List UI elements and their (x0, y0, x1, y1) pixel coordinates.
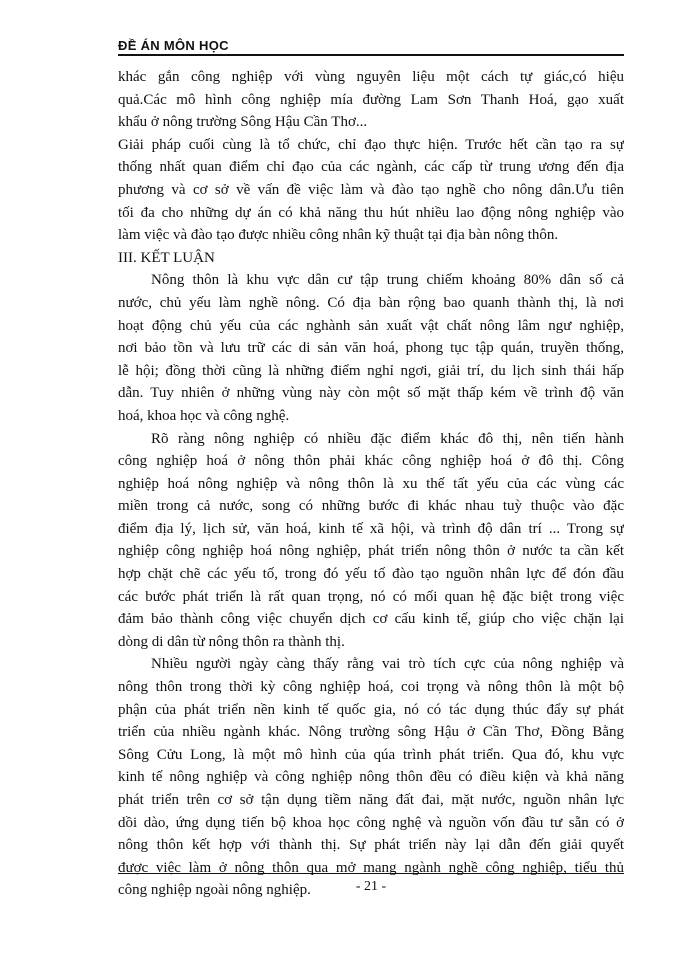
body-line: kinh tế nông nghiệp và công nghiệp nông thôn đều có điều kiện và khả năng (118, 769, 624, 786)
body-line: phương và cơ sở về vấn đề việc làm và đào tạo nghề cho nông dân.Ưu tiên (118, 181, 624, 198)
section-heading: III. KẾT LUẬN (118, 249, 215, 266)
footer-divider (118, 873, 624, 874)
body-line: hợp chặt chẽ các yếu tố, trong đó yếu tố đào tạo nguồn nhân lực để đón đầu (118, 566, 624, 583)
body-line: miền trong cả nước, song có những bước đi khác nhau tuỳ thuộc vào đặc (118, 498, 624, 515)
body-line: lễ hội; đồng thời cũng là những điểm nghỉ ngơi, giải trí, du lịch sinh thái hấp (118, 362, 624, 379)
body-line: nghiệp công nghiệp hoá nông nghiệp, phát triển nông thôn ở nước ta cần kết (118, 543, 624, 560)
header-divider (118, 54, 624, 56)
document-body (118, 66, 624, 902)
body-line: nghiệp hoá nông nghiệp và nông thôn là xu thế tất yếu của các vùng các (118, 475, 624, 492)
page-number: - 21 - (355, 879, 387, 894)
body-line: công nghiệp hoá ở nông thôn phải khác công nghiệp hoá ở đô thị. Công (118, 453, 624, 470)
body-line: đảm bảo thành công việc chuyển dịch cơ cấu kinh tế, giúp cho việc chặn lại (118, 611, 624, 628)
body-line: nước, chủ yếu làm nghề nông. Có địa bàn rộng bao quanh thành thị, là nơi (118, 294, 624, 311)
body-line: khác gắn công nghiệp với vùng nguyên liệu một cách tự giác,có hiệu (118, 69, 624, 85)
page-header-title: ĐỀ ÁN MÔN HỌC (118, 38, 229, 53)
body-line: điểm địa lý, lịch sử, văn hoá, kinh tế xã hội, và trình độ dân trí ... Trong sự (118, 520, 624, 537)
body-line: triển của nhiều ngành khác. Nông trường sông Hậu ở Cần Thơ, Đồng Bằng (118, 724, 624, 741)
body-line: dẫn. Tuy nhiên ở những vùng này còn một số mặt thấp kém về trình độ văn (118, 385, 624, 402)
body-line: hoạt động chủ yếu của các nghành sản xuất vật chất nông lâm ngư nghiệp, (118, 317, 624, 334)
body-line: Nông thôn là khu vực dân cư tập trung chiếm khoảng 80% dân số cả (151, 272, 624, 289)
body-line: phận của phát triển nền kinh tế quốc gia, nó có tác dụng thúc đẩy sự phát (118, 701, 624, 718)
body-line: các bước phát triển là rất quan trọng, nó có mối quan hệ đặc biệt trong việc (118, 588, 624, 605)
body-line: Sông Cửu Long, là một mô hình của qúa trình phát triển. Qua đó, khu vực (118, 746, 624, 763)
body-line: quả.Các mô hình công nghiệp mía đường Lam Sơn Thanh Hoá, gạo xuất (118, 91, 624, 108)
body-line: Rõ ràng nông nghiệp có nhiều đặc điểm khác đô thị, nên tiến hành (151, 430, 624, 447)
body-line: nông thôn trong thời kỳ công nghiệp hoá, coi trọng và nông thôn là một bộ (118, 679, 624, 696)
body-line: thống nhất quan điểm chỉ đạo của các ngành, các cấp từ trung ương đến địa (118, 159, 624, 176)
body-line: công nghiệp ngoài nông nghiệp. (118, 882, 311, 899)
body-line: nông thôn kết hợp với thành thị. Sự phát triển này lại dẫn đến giải quyết (118, 837, 624, 854)
body-line: hoá, khoa học và công nghệ. (118, 407, 290, 424)
body-line: phát triển trên cơ sở tận dụng tiềm năng đất đai, mặt nước, nguồn nhân lực (118, 792, 624, 808)
body-line: khẩu ở nông trường Sông Hậu Cần Thơ... (118, 114, 368, 131)
body-line: làm việc và đào tạo được nhiều công nhân kỹ thuật tại địa bàn nông thôn. (118, 227, 559, 244)
body-line: tối đa cho những dự án có khả năng thu hút nhiều lao động nông nghiệp vào (118, 204, 624, 221)
body-line: dồi dào, ứng dụng tiến bộ khoa học công nghệ và nguồn vốn đầu tư sẵn có ở (118, 814, 624, 831)
body-line: Nhiều người ngày càng thấy rằng vai trò tích cực của nông nghiệp và (151, 656, 624, 673)
body-line: Giải pháp cuối cùng là tổ chức, chỉ đạo thực hiện. Trước hết cần tạo ra sự (118, 136, 624, 153)
body-line: nơi bảo tồn và lưu trữ các di sản văn hoá, phong tục tập quán, truyền thống, (118, 340, 624, 357)
body-line: được việc làm ở nông thôn qua mở mang ngành nghề công nghiệp, tiểu thủ (118, 859, 624, 876)
body-line: dòng di dân từ nông thôn ra thành thị. (118, 633, 345, 650)
